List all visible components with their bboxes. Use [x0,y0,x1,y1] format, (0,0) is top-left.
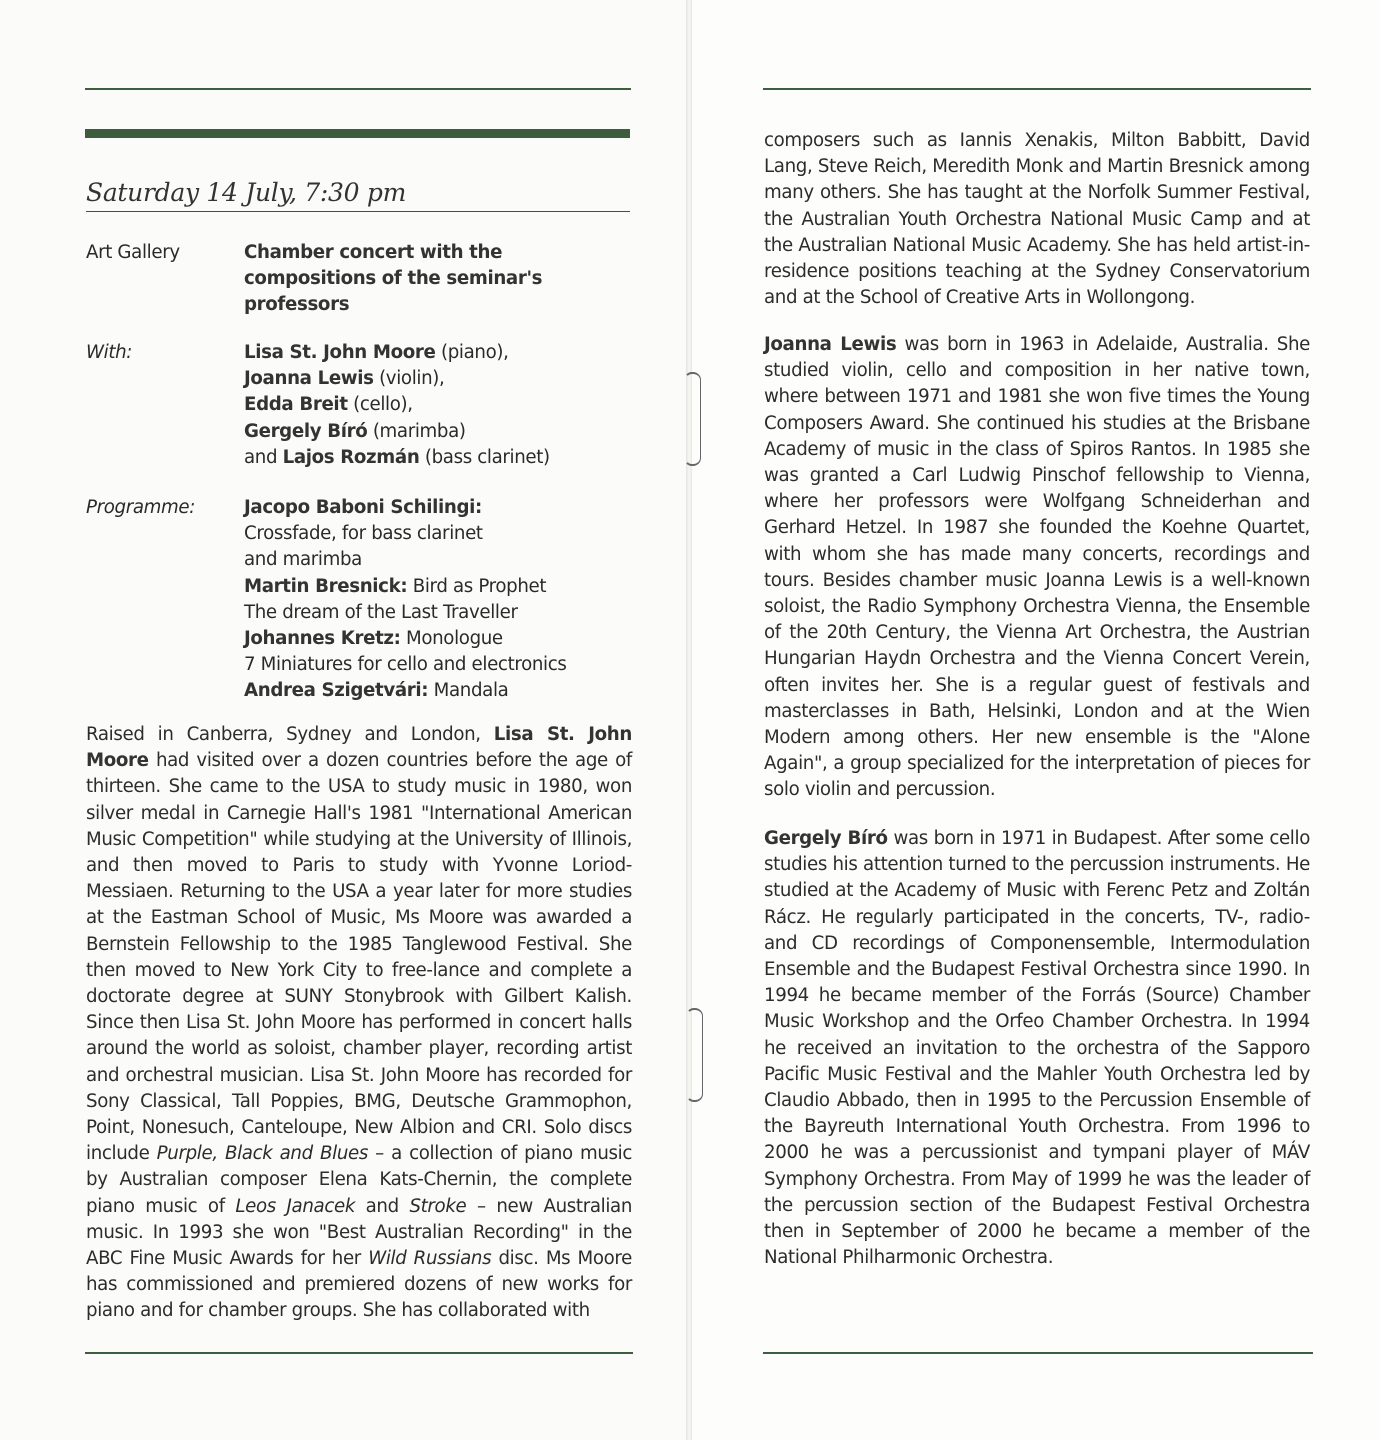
programme-line: The dream of the Last Traveller [244,601,518,623]
programme-line: Andrea Szigetvári: Mandala [244,680,509,702]
bio-moore-name: Lisa St. John Moore [86,724,632,772]
bio-moore: Raised in Canberra, Sydney and London, Lisa St. John Moore had visited over a dozen countries before the age of thirteen. She came to the USA to study music in 1980, won silver medal in Carnegie Hall's 1981 "International American Music Competition" while studying at the University of Illinois, and then moved to Paris to study with Yvonne Loriod-Messiaen. Returning to the USA a year later for more studies at the Eastman School of Music, Ms Moore was awarded a Bernstein Fellowship to the 1985 Tanglewood Festival. She then moved to New York City to free-lance and complete a doctorate degree at SUNY Stonybrook with Gilbert Kalish. Since then Lisa St. John Moore has performed in concert halls around the world as soloist, chamber player, recording artist and orchestral musician. Lisa St. John Moore has recorded for Sony Classical, Tall Poppies, BMG, Deutsche Grammophon, Point, Nonesuch, Canteloupe, New Albion and CRI. Solo discs include Purple, Black and Blues – a collection of piano music by Australian composer Elena Kats-Chernin, the complete piano music of Leos Janacek and Stroke – new Australian music. In 1993 she won "Best Australian Recording" in the ABC Fine Music Awards for her Wild Russians disc. Ms Moore has commissioned and premiered dozens of new works for piano and for chamber groups. She has collaborated with [86,724,632,1322]
programme-list [244,495,632,705]
event-heading: Saturday 14 July, 7:30 pm [86,178,630,212]
programme-line: 7 Miniatures for cello and electronics [244,654,567,676]
staple-top [684,372,701,466]
programme-line: Crossfade, for bass clarinet [244,523,483,545]
staple-bottom [686,1008,703,1102]
venue-label: Art Gallery [86,242,180,263]
left-bottom-rule [85,1352,633,1354]
performer-item: Lisa St. John Moore (piano), [244,342,509,363]
performers-label: With: [86,342,133,363]
concert-title: Chamber concert with the compositions of the seminar's professors [244,242,543,316]
performer-item: and Lajos Rozmán (bass clarinet) [244,446,550,468]
right-top-rule [763,88,1311,90]
bio-lewis-name: Joanna Lewis [764,334,897,355]
programme-label: Programme: [86,497,195,518]
programme-line: Jacopo Baboni Schilingi: [244,497,482,518]
performer-list [244,340,632,471]
bio-moore-continued: composers such as Iannis Xenakis, Milton Babbitt, David Lang, Steve Reich, Meredith Monk and Martin Bresnick among many others. She has taught at the Norfolk Summer Festival, the Australian Youth Orchestra National Music Camp and at the Australian National Music Academy. She has held artist-in-residence positions teaching at the Sydney Conservatorium and at the School of Creative Arts in Wollongong. [764,130,1310,309]
page-gutter [686,0,692,1440]
bio-biro-name: Gergely Bíró [764,828,888,849]
performer-item: Edda Breit (cello), [244,394,413,416]
left-top-rule [85,88,631,90]
bio-lewis: Joanna Lewis was born in 1963 in Adelaide, Australia. She studied violin, cello and composition in her native town, where between 1971 and 1981 she won five times the Young Composers Award. She continued his studies at the Brisbane Academy of music in the class of Spiros Rantos. In 1985 she was granted a Carl Ludwig Pinschof fellowship to Vienna, where her professors were Wolfgang Schneiderhan and Gerhard Hetzel. In 1987 she founded the Koehne Quartet, with whom she has made many concerts, recordings and tours. Besides chamber music Joanna Lewis is a well-known soloist, the Radio Symphony Orchestra Vienna, the Ensemble of the 20th Century, the Vienna Art Orchestra, the Austrian Hungarian Haydn Orchestra and the Vienna Concert Verein, often invites her. She is a regular guest of festivals and masterclasses in Bath, Helsinki, London and at the Wien Modern among others. Her new ensemble is the "Alone Again", a group specialized for the interpretation of pieces for solo violin and percussion. [764,334,1310,801]
heading-bar [85,129,630,138]
performer-item: Joanna Lewis (violin), [244,368,445,390]
performer-item: Gergely Bíró (marimba) [244,420,466,442]
bio-biro: Gergely Bíró was born in 1971 in Budapest. After some cello studies his attention turned to the percussion instruments. He studied at the Academy of Music with Ferenc Petz and Zoltán Rácz. He regularly participated in the concerts, TV-, radio- and CD recordings of Componensemble, Intermodulation Ensemble and the Budapest Festival Orchestra since 1990. In 1994 he became member of the Forrás (Source) Chamber Music Workshop and the Orfeo Chamber Orchestra. In 1994 he received an invitation to the orchestra of the Sapporo Pacific Music Festival and the Mahler Youth Orchestra led by Claudio Abbado, then in 1995 to the Percussion Ensemble of the Bayreuth International Youth Orchestra. From 1996 to 2000 he was a percussionist and tympani player of MÁV Symphony Orchestra. From May of 1999 he was the leader of the percussion section of the Budapest Festival Orchestra then in September of 2000 he became a member of the National Philharmonic Orchestra. [764,828,1310,1269]
right-bottom-rule [763,1352,1313,1354]
programme-line: Johannes Kretz: Monologue [244,628,503,650]
programme-line: and marimba [244,549,362,571]
programme-line: Martin Bresnick: Bird as Prophet [244,575,547,597]
